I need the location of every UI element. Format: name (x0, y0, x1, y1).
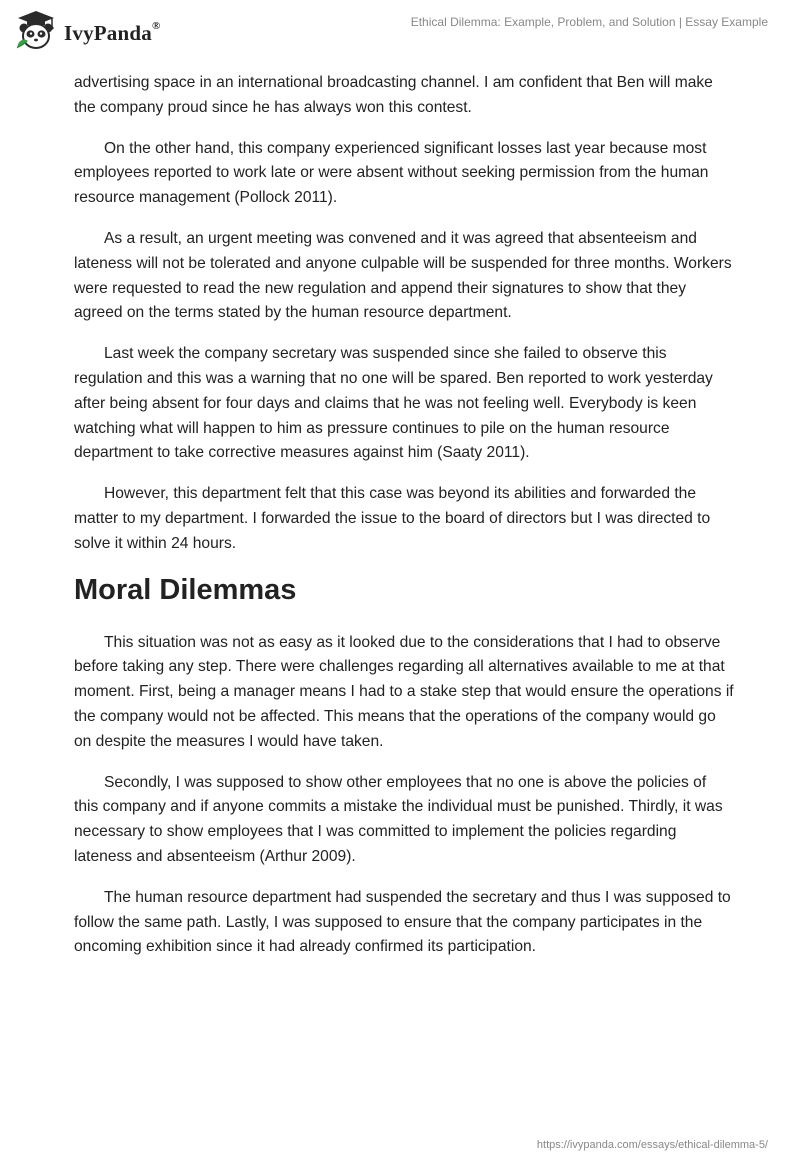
paragraph: advertising space in an international broadcasting channel. I am confident that Ben will make the company proud since he has always won this contest. (74, 74, 713, 116)
paragraph: Secondly, I was supposed to show other employees that no one is above the policies of this company and if anyone commits a mistake the individual must be punished. Thirdly, it was necessary to show employees that I was committed to implement the policies regarding lateness and absenteeism (Arthur 2009). (74, 773, 723, 865)
logo-text: IvyPanda® (64, 19, 161, 45)
site-logo[interactable] (14, 8, 160, 52)
source-url[interactable]: https://ivypanda.com/essays/ethical-dilemma-5/ (536, 1139, 768, 1151)
paragraph: On the other hand, this company experienced significant losses last year because most employees reported to work late or were absent without seeking permission from the human resource management (Pollock 2011). (74, 139, 709, 207)
paragraph: This situation was not as easy as it looked due to the considerations that I had to observe before taking any step. There were challenges regarding all alternatives available to me at that moment. First, being a manager means I had to a stake step that would ensure the operations if the company would not be affected. This means that the operations of the company would go on despite the measures I would have taken. (74, 633, 734, 750)
panda-graduate-icon (14, 8, 58, 52)
document-title: Ethical Dilemma: Example, Problem, and Solution | Essay Example (410, 15, 768, 29)
paragraph: However, this department felt that this case was beyond its abilities and forwarded the matter to my department. I forwarded the issue to the board of directors but I was directed to solve it within 24 hours. (74, 485, 711, 552)
paragraph: As a result, an urgent meeting was convened and it was agreed that absenteeism and lateness will not be tolerated and anyone culpable will be suspended for three months. Workers were requested to read the new regulation and append their signatures to show that they agreed on the terms stated by the human resource department. (74, 229, 732, 322)
section-heading: Moral Dilemmas (74, 573, 297, 606)
essay-body (74, 71, 734, 976)
paragraph: Last week the company secretary was suspended since she failed to observe this regulation and this was a warning that no one will be spared. Ben reported to work yesterday after being absent for four days and claims that he was not feeling well. Everybody is keen watching what will happen to him as pressure continues to pile on the human resource department to take corrective measures against him (Saaty 2011). (74, 345, 713, 462)
page-header (0, 0, 800, 66)
paragraph: The human resource department had suspended the secretary and thus I was supposed to follow the same path. Lastly, I was supposed to ensure that the company participates in the oncoming exhibition since it had already confirmed its participation. (74, 888, 731, 956)
